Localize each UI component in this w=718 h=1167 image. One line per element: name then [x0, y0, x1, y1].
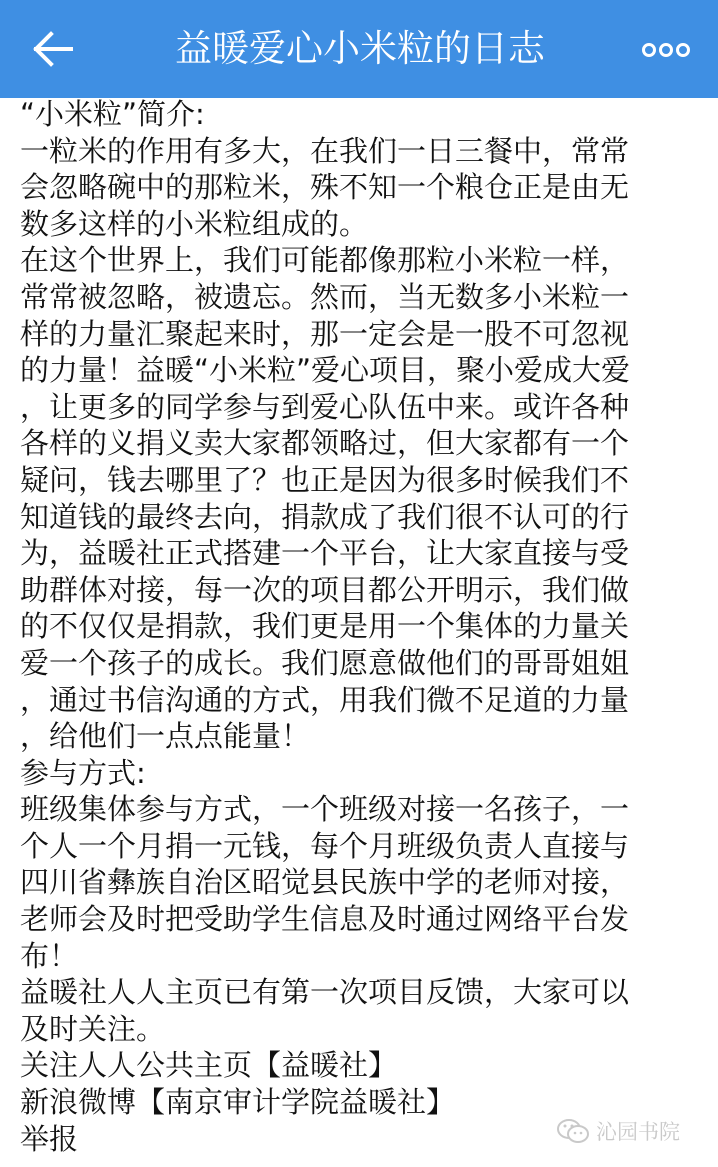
- article-line: 及时关注。: [20, 1011, 166, 1046]
- article-line: 一粒米的作用有多大，在我们一日三餐中，常常: [20, 133, 630, 168]
- arrow-left-icon: [33, 31, 73, 67]
- article-line: 疑问，钱去哪里了？也正是因为很多时候我们不: [20, 462, 630, 497]
- more-dots-icon: [641, 42, 691, 58]
- article-line: 知道钱的最终去向，捐款成了我们很不认可的行: [20, 499, 630, 534]
- more-options-button[interactable]: [636, 30, 696, 70]
- article-line: 老师会及时把受助学生信息及时通过网络平台发: [20, 902, 630, 937]
- article-body: [20, 96, 710, 1157]
- article-line: 样的力量汇聚起来时，那一定会是一股不可忽视: [20, 316, 630, 351]
- page-title: 益暖爱心小米粒的日志: [175, 27, 545, 70]
- article-line: 为，益暖社正式搭建一个平台，让大家直接与受: [20, 536, 630, 571]
- report-link[interactable]: 举报: [20, 1121, 79, 1156]
- renren-follow-link[interactable]: 关注人人公共主页【益暖社】: [20, 1048, 398, 1083]
- article-line: 班级集体参与方式，一个班级对接一名孩子，一: [20, 792, 630, 827]
- wechat-icon: [556, 1118, 590, 1144]
- article-line: 会忽略碗中的那粒米，殊不知一个粮仓正是由无: [20, 170, 630, 205]
- article-line: 参与方式:: [20, 755, 146, 790]
- back-button[interactable]: [26, 24, 80, 74]
- article-line: ，通过书信沟通的方式，用我们微不足道的力量: [20, 682, 630, 717]
- article-line: 常常被忽略，被遗忘。然而，当无数多小米粒一: [20, 279, 630, 314]
- article-line: 数多这样的小米粒组成的。: [20, 206, 369, 241]
- article-line: ，让更多的同学参与到爱心队伍中来。或许各种: [20, 389, 630, 424]
- article-line: 布！: [20, 938, 79, 973]
- article-line: 的力量！益暖“小米粒”爱心项目，聚小爱成大爱: [20, 353, 631, 388]
- article-line: 在这个世界上，我们可能都像那粒小米粒一样，: [20, 243, 630, 278]
- article-line: “小米粒”简介:: [20, 97, 205, 131]
- article-line: 四川省彝族自治区昭觉县民族中学的老师对接，: [20, 865, 630, 900]
- article-line: 个人一个月捐一元钱，每个月班级负责人直接与: [20, 828, 630, 863]
- article-line: 益暖社人人主页已有第一次项目反馈，大家可以: [20, 975, 630, 1010]
- watermark: [556, 1116, 706, 1146]
- article-line: 的不仅仅是捐款，我们更是用一个集体的力量关: [20, 609, 630, 644]
- article-line: 各样的义捐义卖大家都领略过，但大家都有一个: [20, 426, 630, 461]
- article-line: ，给他们一点点能量！: [20, 719, 311, 754]
- watermark-text: 沁园书院: [596, 1120, 680, 1144]
- weibo-follow-link[interactable]: 新浪微博【南京审计学院益暖社】: [20, 1085, 456, 1120]
- top-app-bar: [0, 0, 718, 98]
- article-line: 助群体对接，每一次的项目都公开明示，我们做: [20, 572, 630, 607]
- article-line: 爱一个孩子的成长。我们愿意做他们的哥哥姐姐: [20, 645, 630, 680]
